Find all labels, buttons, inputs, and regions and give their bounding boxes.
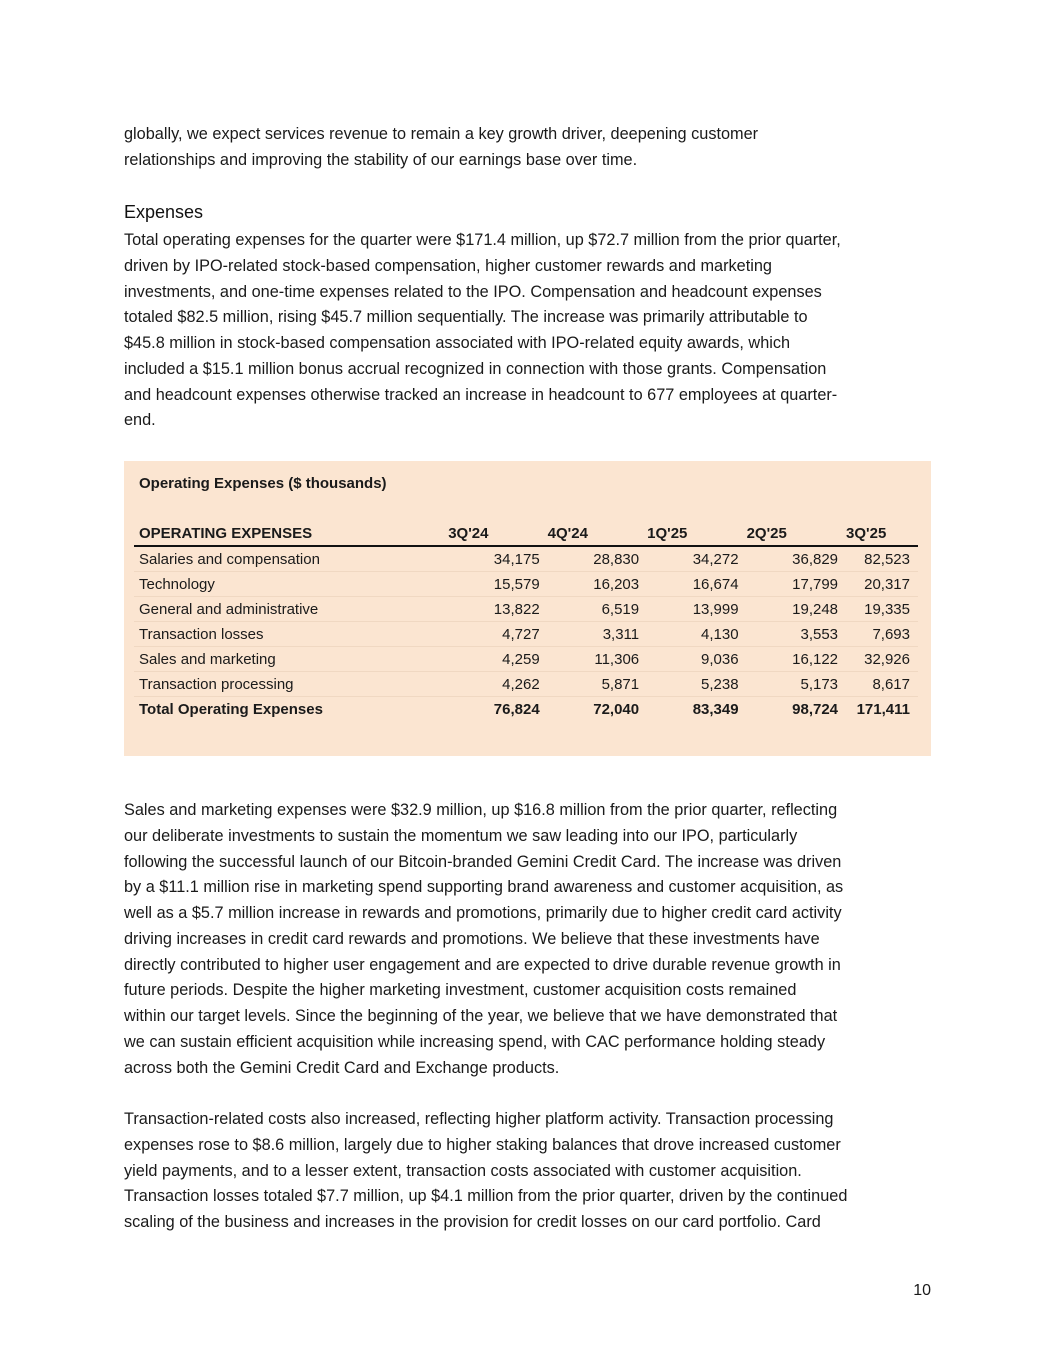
- cell-value: 4,262: [448, 672, 547, 697]
- column-header-quarter: 3Q'25: [846, 521, 918, 546]
- cell-value: 9,036: [647, 647, 746, 672]
- cell-value: 16,203: [548, 572, 647, 597]
- cell-value: 5,871: [548, 672, 647, 697]
- row-label: Technology: [134, 572, 448, 597]
- row-label: Transaction processing: [134, 672, 448, 697]
- row-label: Transaction losses: [134, 622, 448, 647]
- cell-value: 82,523: [846, 546, 918, 572]
- row-label: Sales and marketing: [134, 647, 448, 672]
- expenses-paragraph: [124, 228, 936, 434]
- cell-value: 16,122: [747, 647, 846, 672]
- cell-value: 32,926: [846, 647, 918, 672]
- transaction-costs-paragraph: [124, 1107, 936, 1236]
- cell-value: 5,173: [747, 672, 846, 697]
- text-line: investments, and one-time expenses related to the IPO. Compensation and headcount expenses: [124, 282, 822, 301]
- table-row: [134, 572, 918, 597]
- cell-value: 19,335: [846, 597, 918, 622]
- sales-marketing-paragraph: [124, 798, 936, 1081]
- text-line: directly contributed to higher user engagement and are expected to drive durable revenue growth in: [124, 955, 841, 974]
- table-header-row: [134, 521, 918, 546]
- cell-value: 4,727: [448, 622, 547, 647]
- table-row: [134, 597, 918, 622]
- cell-value: 6,519: [548, 597, 647, 622]
- cell-value: 76,824: [493, 700, 540, 718]
- operating-expenses-table: [134, 521, 918, 721]
- text-line: across both the Gemini Credit Card and Exchange products.: [124, 1058, 560, 1077]
- text-line: totaled $82.5 million, rising $45.7 million sequentially. The increase was primarily attributable to: [124, 308, 808, 327]
- cell-value: 15,579: [448, 572, 547, 597]
- cell-value: 8,617: [846, 672, 918, 697]
- text-line: Sales and marketing expenses were $32.9 million, up $16.8 million from the prior quarter, reflecting: [124, 801, 838, 819]
- cell-value: 98,724: [792, 700, 839, 718]
- cell-value: 3,311: [548, 622, 647, 647]
- text-line: Transaction losses totaled $7.7 million, up $4.1 million from the prior quarter, driven by the continued: [124, 1187, 848, 1206]
- text-line: globally, we expect services revenue to remain a key growth driver, deepening customer: [124, 125, 759, 143]
- table-row: [134, 672, 918, 697]
- text-line: driving increases in credit card rewards and promotions. We believe that these investments have: [124, 929, 820, 948]
- column-header-quarter: 4Q'24: [548, 521, 647, 546]
- cell-value: 17,799: [747, 572, 846, 597]
- text-line: following the successful launch of our Bitcoin-branded Gemini Credit Card. The increase was driven: [124, 852, 842, 871]
- text-line: future periods. Despite the higher marketing investment, customer acquisition costs remained: [124, 981, 797, 1000]
- column-header-quarter: 1Q'25: [647, 521, 746, 546]
- row-label: General and administrative: [134, 597, 448, 622]
- text-line: scaling of the business and increases in the provision for credit losses on our card portfolio. Card: [124, 1213, 821, 1231]
- cell-value: 72,040: [593, 700, 640, 718]
- cell-value: 3,553: [747, 622, 846, 647]
- cell-value: 4,130: [647, 622, 746, 647]
- text-line: included a $15.1 million bonus accrual recognized in connection with those grants. Compensation: [124, 359, 827, 378]
- operating-expenses-table-box: [124, 461, 931, 756]
- text-line: well as a $5.7 million increase in rewards and promotions, primarily due to higher credit card activity: [124, 904, 842, 922]
- total-row: [134, 697, 918, 722]
- text-line: $45.8 million in stock-based compensation associated with IPO-related equity awards, which: [124, 334, 791, 352]
- cell-value: 19,248: [747, 597, 846, 622]
- cell-value: 13,822: [448, 597, 547, 622]
- cell-value: 16,674: [647, 572, 746, 597]
- cell-value: 28,830: [548, 546, 647, 572]
- table-row: [134, 546, 918, 572]
- cell-value: 34,272: [647, 546, 746, 572]
- section-heading-expenses: Expenses: [124, 202, 204, 222]
- cell-value: 34,175: [448, 546, 547, 572]
- intro-paragraph: [124, 122, 936, 174]
- row-label: Salaries and compensation: [134, 546, 448, 572]
- text-line: relationships and improving the stability of our earnings base over time.: [124, 150, 638, 169]
- text-line: yield payments, and to a lesser extent, transaction costs associated with customer acquisition.: [124, 1161, 802, 1180]
- cell-value: 5,238: [647, 672, 746, 697]
- text-line: our deliberate investments to sustain the momentum we saw leading into our IPO, particularly: [124, 826, 798, 845]
- cell-value: 171,411: [856, 700, 910, 718]
- text-line: within our target levels. Since the beginning of the year, we believe that we have demonstrated that: [124, 1007, 838, 1025]
- column-header-label: OPERATING EXPENSES: [134, 521, 448, 546]
- text-line: we can sustain efficient acquisition while increasing spend, with CAC performance holding steady: [124, 1032, 826, 1051]
- cell-value: 4,259: [448, 647, 547, 672]
- text-line: driven by IPO-related stock-based compensation, higher customer rewards and marketing: [124, 256, 772, 275]
- text-line: end.: [124, 411, 156, 430]
- text-line: Total operating expenses for the quarter were $171.4 million, up $72.7 million from the prior quarter,: [124, 231, 841, 249]
- column-header-quarter: 2Q'25: [747, 521, 846, 546]
- table-title: Operating Expenses ($ thousands): [139, 475, 387, 492]
- table-row: [134, 647, 918, 672]
- column-header-quarter: 3Q'24: [448, 521, 547, 546]
- text-line: Transaction-related costs also increased, reflecting higher platform activity. Transaction processing: [124, 1110, 834, 1128]
- page-number: 10: [913, 1282, 931, 1299]
- cell-value: 83,349: [692, 700, 739, 718]
- cell-value: 36,829: [747, 546, 846, 572]
- text-line: by a $11.1 million rise in marketing spend supporting brand awareness and customer acquisition, as: [124, 878, 844, 897]
- cell-value: 7,693: [846, 622, 918, 647]
- cell-value: 20,317: [846, 572, 918, 597]
- text-line: and headcount expenses otherwise tracked an increase in headcount to 677 employees at quarter-: [124, 385, 838, 404]
- row-label: Total Operating Expenses: [139, 700, 323, 718]
- table-row: [134, 622, 918, 647]
- cell-value: 13,999: [647, 597, 746, 622]
- text-line: expenses rose to $8.6 million, largely due to higher staking balances that drove increased customer: [124, 1135, 841, 1154]
- cell-value: 11,306: [548, 647, 647, 672]
